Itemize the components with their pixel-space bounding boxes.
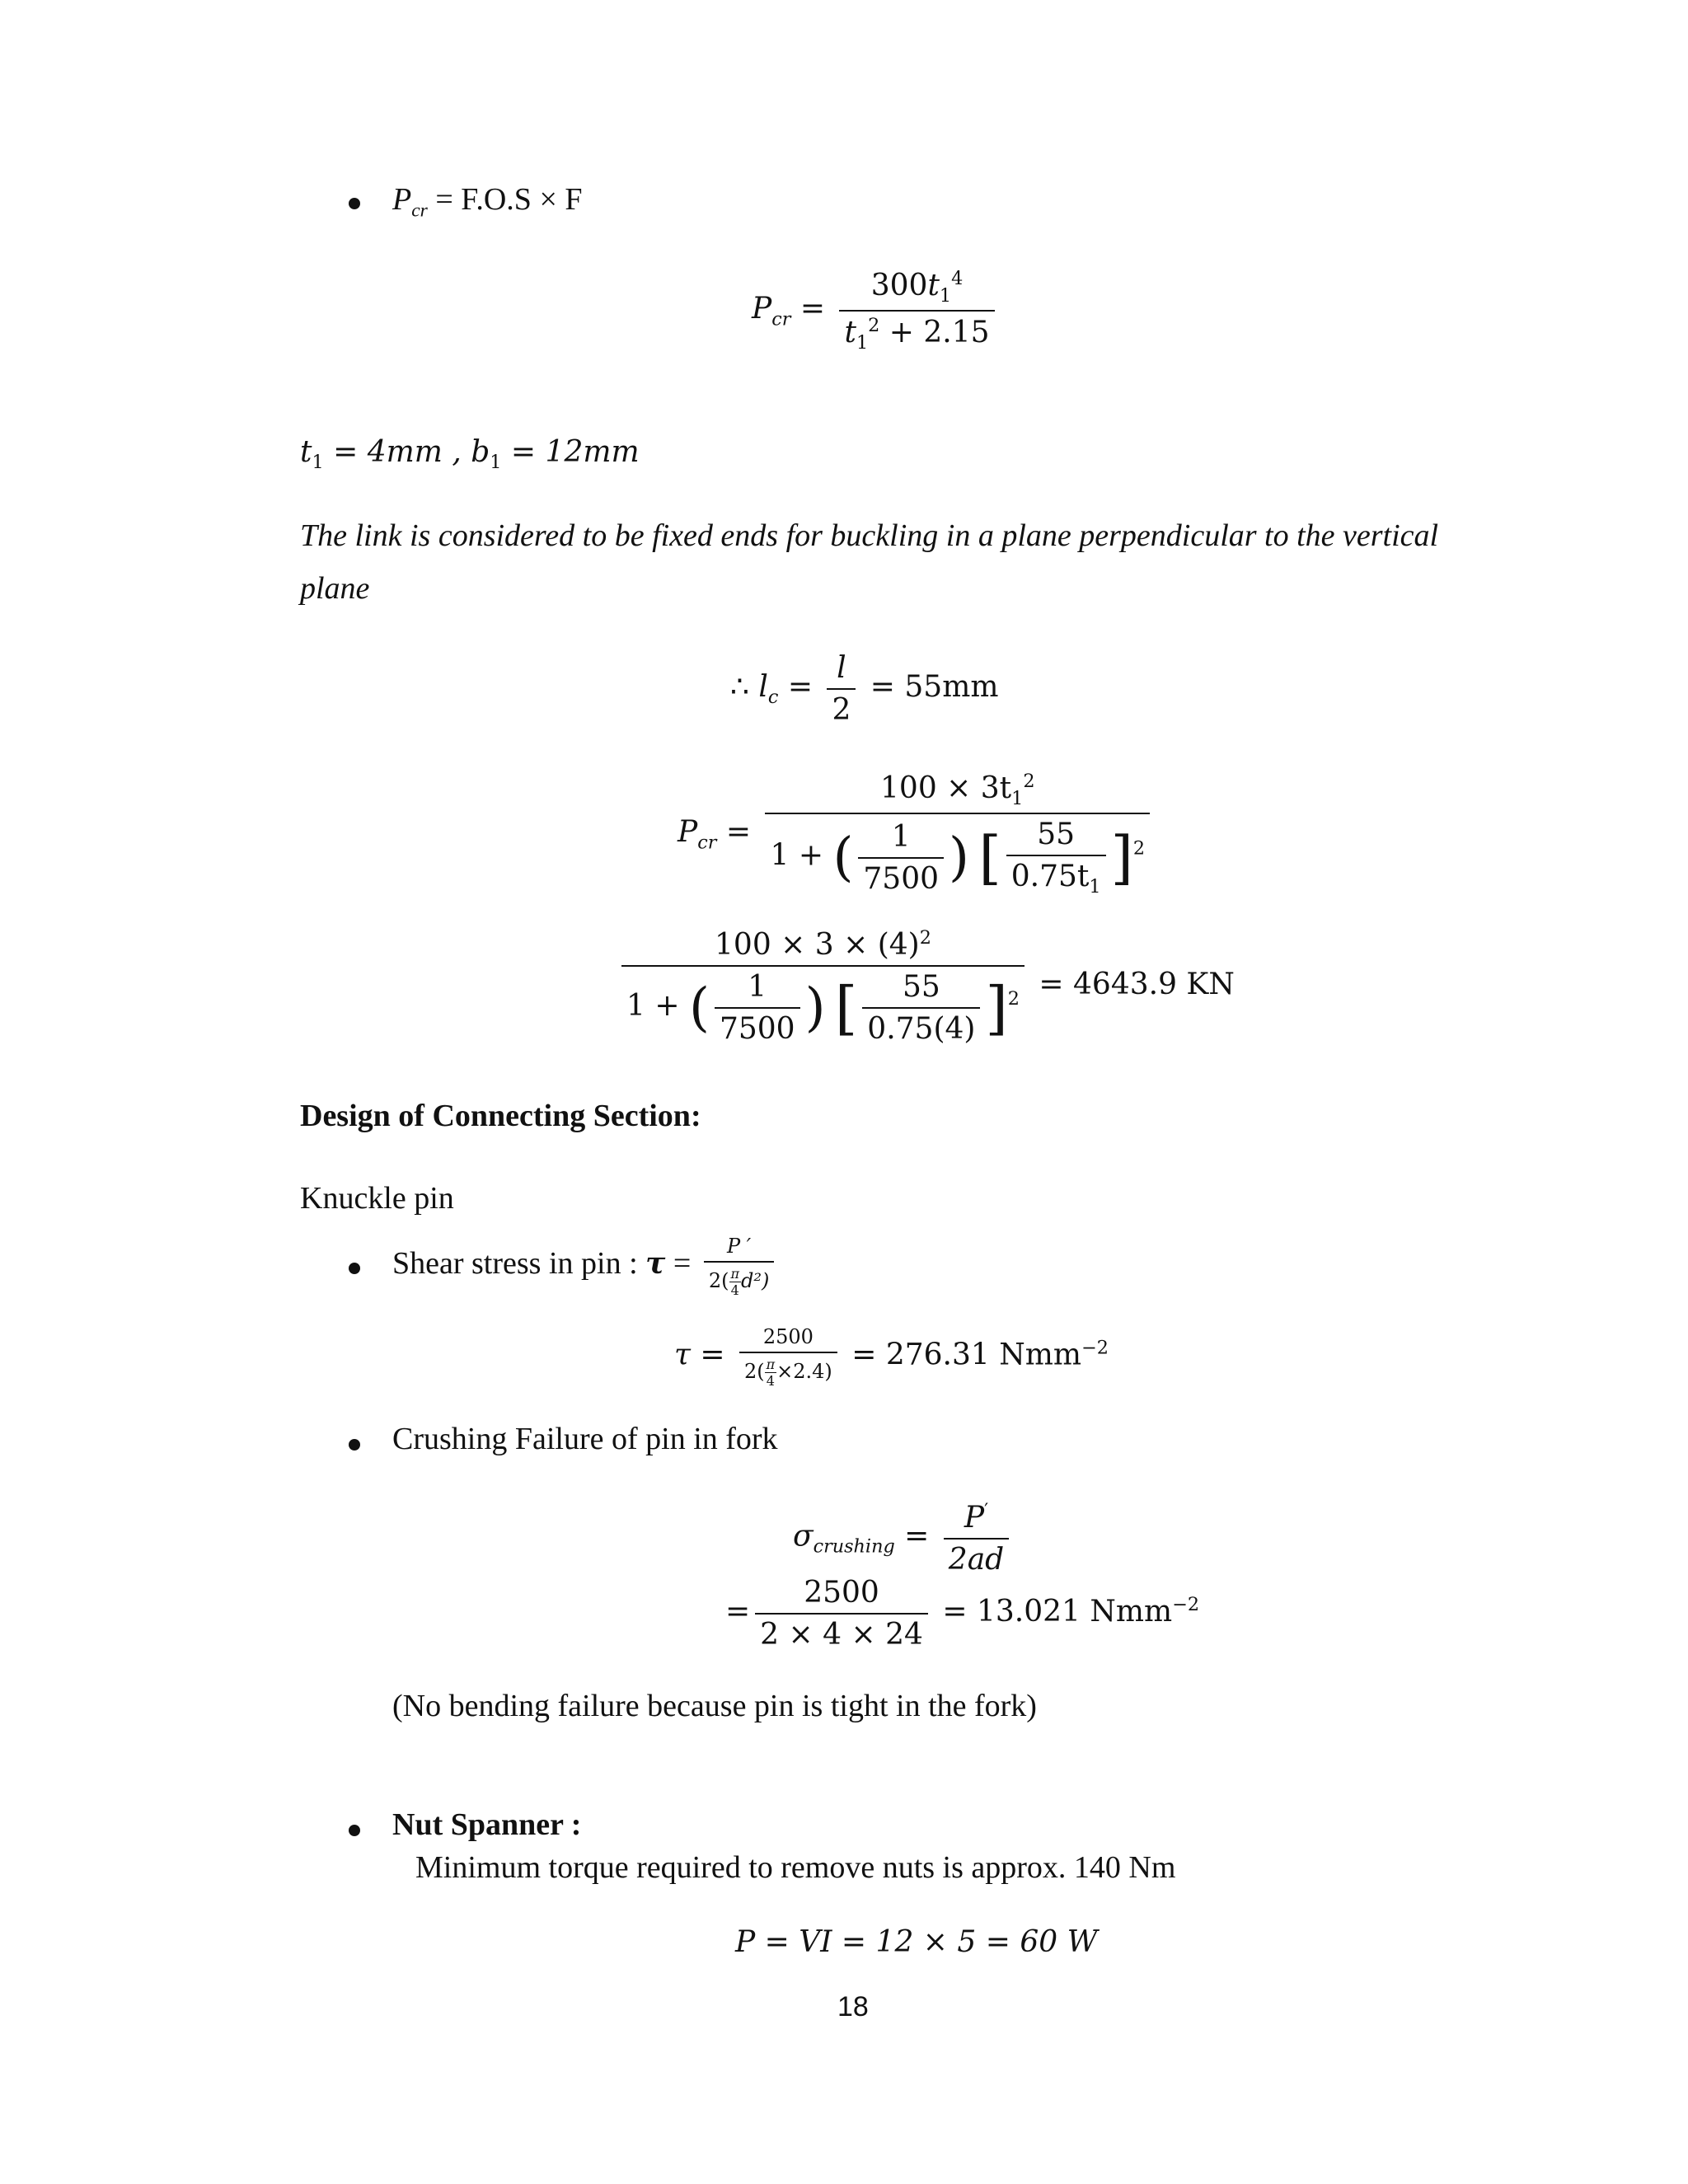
shear-stress-line: Shear stress in pin : τ = P ′ 2( $\frac{\pi}{4}$ d²) [392,1235,779,1298]
pcr-symbol: P [392,182,412,217]
pcr-subscript: cr [411,199,428,222]
subheading-knuckle-pin: Knuckle pin [300,1181,454,1216]
shear-result: = 276.31 Nmm [842,1338,1082,1372]
equation-power: P = VI = 12 × 5 = 60 W [735,1925,1098,1959]
bending-note: (No bending failure because pin is tight in the fork) [392,1689,1037,1723]
crushing-result: = 13.021 Nmm [932,1595,1173,1629]
equation-shear-numeric: τ = 2500 2( $\frac{\pi}{4}$ ×2.4) = 276.31 Nmm$^{-2}$ [674,1325,1109,1389]
buckling-note-line-2: plane [300,571,370,606]
crushing-failure-line: Crushing Failure of pin in fork [392,1422,778,1456]
equation-lc: ∴ $l_c$ = $\frac{l}{2}$ = 55mm [730,651,999,727]
dimension-values: $t_1 = 4mm$ , $b_1 = 12mm$ [300,435,640,474]
equation-pcr-1: $P_{cr}$ = $\frac{300t_1^4}{t_1^2 + 2.15}$ [752,268,1000,354]
heading-connecting-section: Design of Connecting Section: [300,1099,701,1133]
torque-line: Minimum torque required to remove nuts is approx. 140 Nm [415,1850,1176,1885]
fraction-pcr-1: $\frac{300t_1^4}{t_1^2 + 2.15}$ [839,268,994,354]
nut-spanner-heading: Nut Spanner : [392,1807,582,1842]
buckling-note-line-1: The link is considered to be fixed ends for buckling in a plane perpendicular to the vertical [300,518,1439,553]
pcr-definition-text: = F.O.S × F [427,182,583,217]
equation-pcr-numeric [617,927,1235,1046]
fraction-pcr-2: $100 \times 3t_1^2$ 1 + ( $\frac{1}{7500}$ ) [ $\frac{55}{0.75t_1}$ ]$^2$ [765,771,1150,898]
bullet-3 [349,1439,360,1451]
pcr-result: = 4643.9 KN [1029,968,1235,1001]
fraction-shear-formula: P ′ 2( $\frac{\pi}{4}$ d²) [704,1235,775,1298]
equation-pcr-2: $P_{cr}$ = $100 \times 3t_1^2$ 1 + ( $\frac{1}{7500}$ ) [ $\frac{55}{0.75t_1}$ ]$^2$ [678,771,1155,898]
equation-crushing-formula: $\sigma_{crushing}$ = $\frac{P'}{2ad}$ [793,1500,1014,1577]
equation-crushing-numeric: = $\frac{2500}{2 \times 4 \times 24}$ = 13.021 Nmm$^{-2}$ [725,1576,1200,1652]
bullet-2 [349,1263,360,1274]
pcr-definition-line [392,181,583,223]
bullet-1 [349,198,360,209]
bullet-4 [349,1825,360,1836]
page-number: 18 [837,1991,869,2022]
fraction-pcr-numeric: $100 \times 3 \times (4)^2$ 1 + ( $\frac{1}{7500}$ ) [ $\frac{55}{0.75(4)}$ ]$^2$ [621,927,1025,1046]
